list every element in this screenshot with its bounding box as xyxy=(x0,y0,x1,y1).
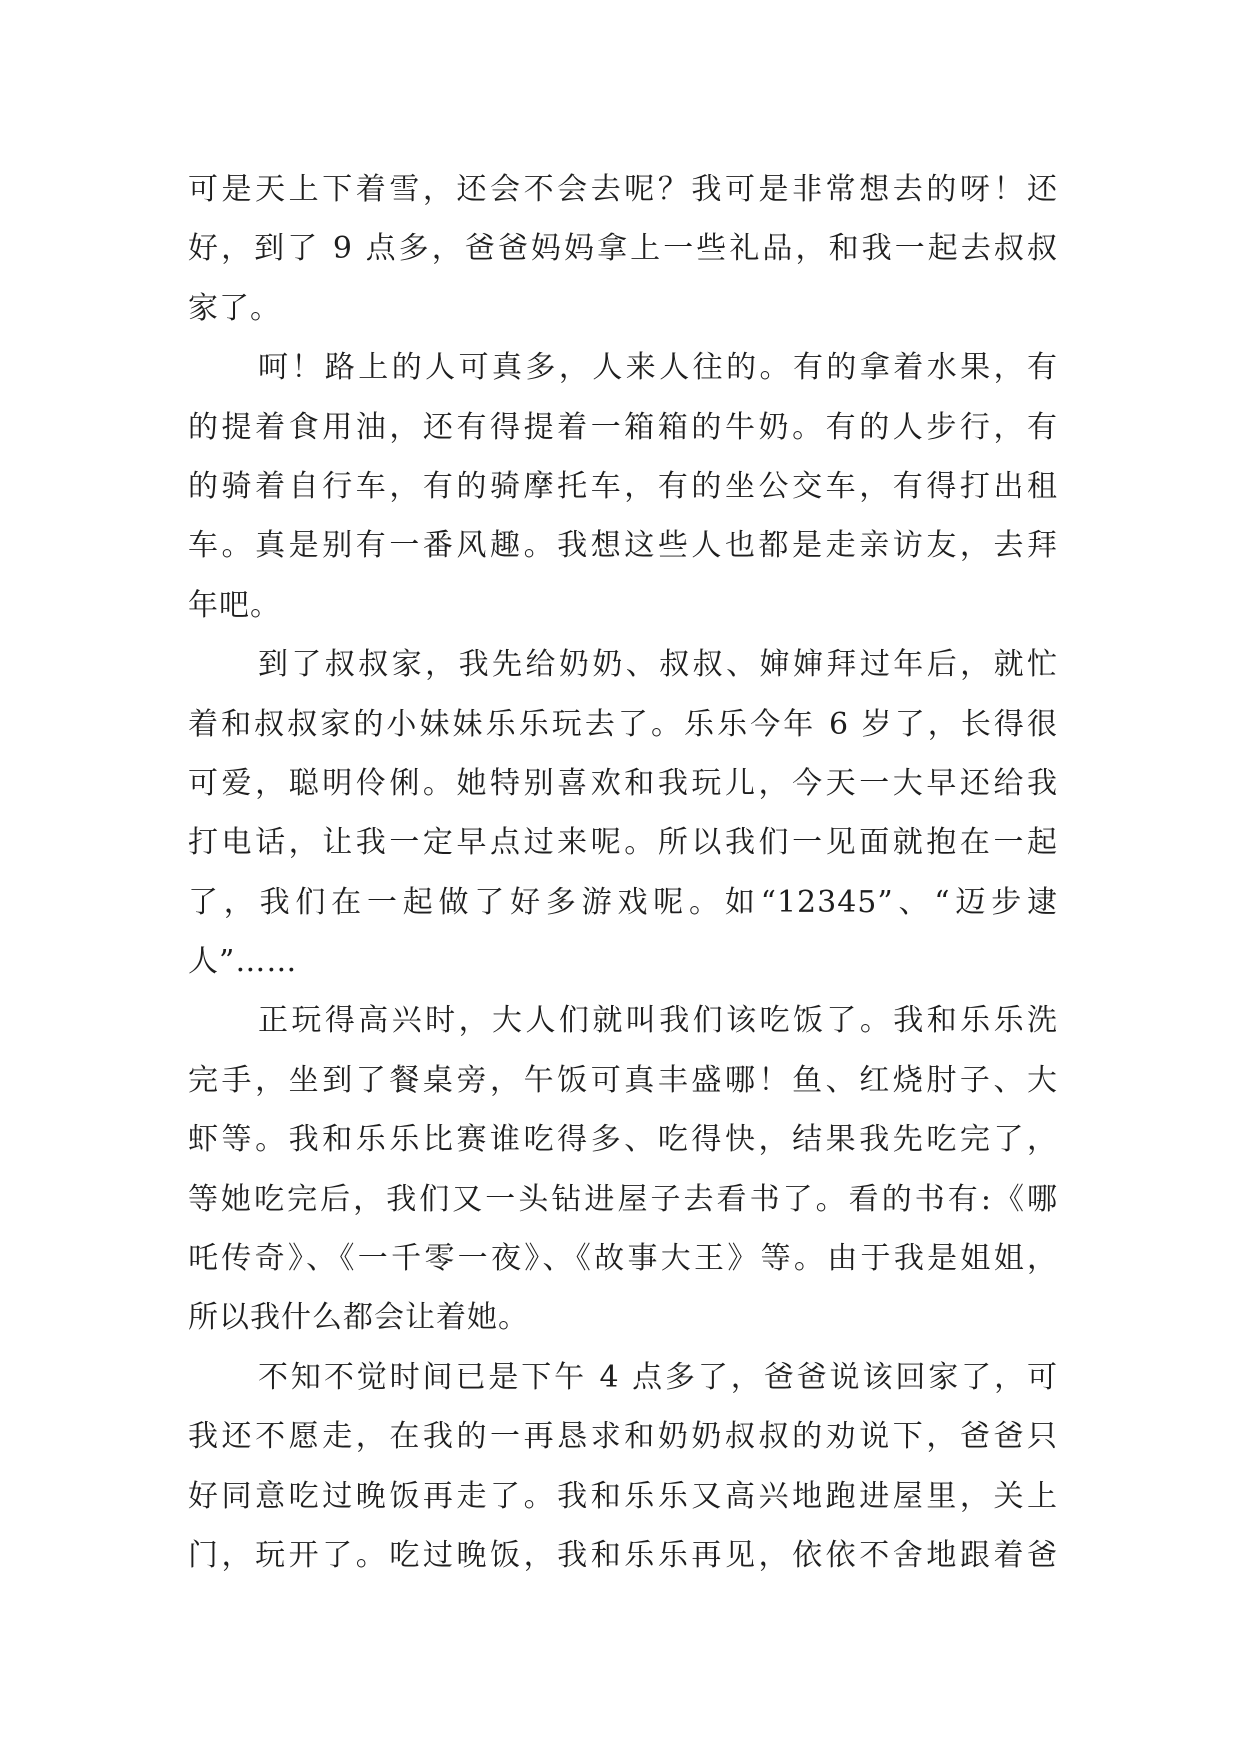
text-line: 可爱，聪明伶俐。她特别喜欢和我玩儿，今天一大早还给我 xyxy=(188,765,1058,801)
text-line: 打电话，让我一定早点过来呢。所以我们一见面就抱在一起 xyxy=(188,825,1058,861)
text-line: 年吧。 xyxy=(188,587,281,623)
text-line: 门，玩开了。吃过晚饭，我和乐乐再见，依依不舍地跟着爸 xyxy=(188,1537,1058,1573)
text-line: 等她吃完后，我们又一头钻进屋子去看书了。看的书有:《哪 xyxy=(188,1181,1058,1217)
text-line: 了，我们在一起做了好多游戏呢。如“12345”、“迈步逮 xyxy=(188,884,1058,920)
text-line: 的提着食用油，还有得提着一箱箱的牛奶。有的人步行，有 xyxy=(188,409,1058,445)
text-line: 家了。 xyxy=(188,290,281,326)
text-line: 完手，坐到了餐桌旁，午饭可真丰盛哪！鱼、红烧肘子、大 xyxy=(188,1062,1058,1098)
essay-body xyxy=(188,160,1058,1585)
text-line: 到了叔叔家，我先给奶奶、叔叔、婶婶拜过年后，就忙 xyxy=(258,647,1058,683)
text-line: 好，到了 9 点多，爸爸妈妈拿上一些礼品，和我一起去叔叔 xyxy=(188,231,1058,267)
text-line: 呵！路上的人可真多，人来人往的。有的拿着水果，有 xyxy=(258,350,1058,386)
text-line: 车。真是别有一番风趣。我想这些人也都是走亲访友，去拜 xyxy=(188,528,1058,564)
text-line: 所以我什么都会让着她。 xyxy=(188,1300,529,1336)
text-line: 正玩得高兴时，大人们就叫我们该吃饭了。我和乐乐洗 xyxy=(258,1003,1058,1039)
text-line: 虾等。我和乐乐比赛谁吃得多、吃得快，结果我先吃完了， xyxy=(188,1122,1058,1158)
text-line: 人”…… xyxy=(188,944,298,980)
text-line: 我还不愿走，在我的一再恳求和奶奶叔叔的劝说下，爸爸只 xyxy=(188,1419,1058,1455)
text-line: 着和叔叔家的小妹妹乐乐玩去了。乐乐今年 6 岁了，长得很 xyxy=(188,706,1058,742)
text-line: 好同意吃过晚饭再走了。我和乐乐又高兴地跑进屋里，关上 xyxy=(188,1478,1058,1514)
text-line: 不知不觉时间已是下午 4 点多了，爸爸说该回家了，可 xyxy=(258,1359,1058,1395)
text-line: 的骑着自行车，有的骑摩托车，有的坐公交车，有得打出租 xyxy=(188,468,1058,504)
text-line: 可是天上下着雪，还会不会去呢？我可是非常想去的呀！还 xyxy=(188,172,1058,207)
text-line: 吒传奇》、《一千零一夜》、《故事大王》等。由于我是姐姐， xyxy=(188,1241,1058,1277)
